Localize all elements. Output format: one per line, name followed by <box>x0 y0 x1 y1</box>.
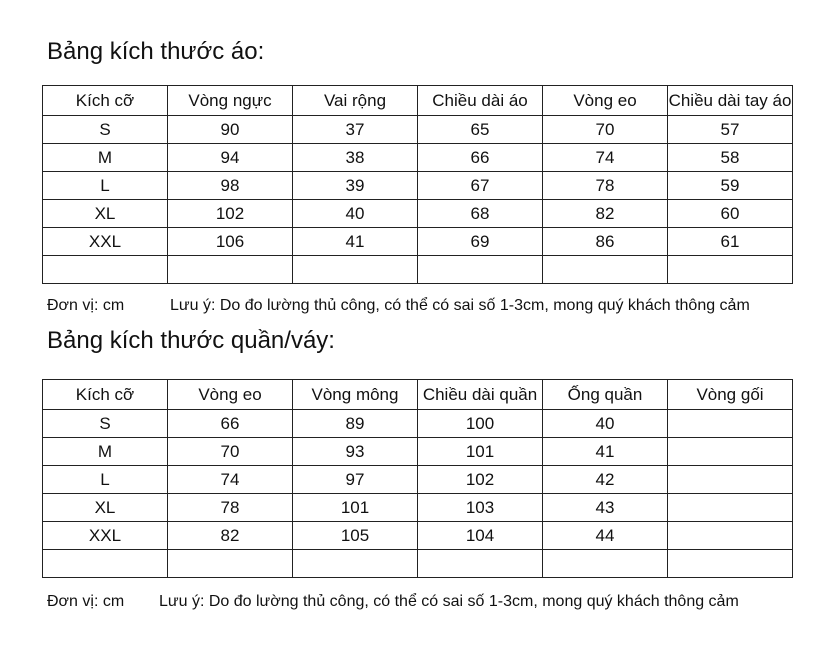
table-cell: 70 <box>543 116 668 144</box>
table-cell: 74 <box>543 144 668 172</box>
table-cell: 68 <box>418 200 543 228</box>
table-cell: 40 <box>543 410 668 438</box>
table-row <box>43 466 793 494</box>
table-cell: 39 <box>293 172 418 200</box>
table-cell <box>418 256 543 284</box>
table-cell: 59 <box>668 172 793 200</box>
table-cell <box>293 256 418 284</box>
table-cell: 103 <box>418 494 543 522</box>
header-leg-opening: Ống quần <box>543 380 668 410</box>
table-row <box>43 200 793 228</box>
table-cell: 102 <box>418 466 543 494</box>
table-cell: 43 <box>543 494 668 522</box>
table-row <box>43 228 793 256</box>
table-cell: 41 <box>543 438 668 466</box>
table-cell: 86 <box>543 228 668 256</box>
unit-label: Đơn vị: cm <box>47 593 125 610</box>
table-row <box>43 144 793 172</box>
shirt-size-table <box>42 85 793 284</box>
table-cell: M <box>43 144 168 172</box>
unit-label: Đơn vị: cm <box>47 297 125 314</box>
header-knee: Vòng gối <box>668 380 793 410</box>
table-row <box>43 522 793 550</box>
header-waist: Vòng eo <box>543 86 668 116</box>
table-cell: 40 <box>293 200 418 228</box>
measurement-note: Lưu ý: Do đo lường thủ công, có thể có sai số 1-3cm, mong quý khách thông cảm <box>170 297 750 314</box>
header-shoulder: Vai rộng <box>293 86 418 116</box>
table-cell <box>168 256 293 284</box>
table-row <box>43 438 793 466</box>
pants-size-note <box>47 592 739 612</box>
table-cell: 65 <box>418 116 543 144</box>
table-cell: L <box>43 466 168 494</box>
table-cell <box>168 550 293 578</box>
table-cell: XL <box>43 494 168 522</box>
table-row <box>43 116 793 144</box>
table-cell: 94 <box>168 144 293 172</box>
table-cell: 66 <box>168 410 293 438</box>
table-cell: L <box>43 172 168 200</box>
table-cell: 74 <box>168 466 293 494</box>
table-row <box>43 172 793 200</box>
header-sleeve-length: Chiều dài tay áo <box>668 86 793 116</box>
table-cell <box>543 256 668 284</box>
table-cell <box>668 256 793 284</box>
table-cell: XXL <box>43 522 168 550</box>
table-cell: 69 <box>418 228 543 256</box>
table-row-empty <box>43 550 793 578</box>
table-cell: 61 <box>668 228 793 256</box>
table-cell <box>43 550 168 578</box>
table-cell: 42 <box>543 466 668 494</box>
table-cell <box>668 410 793 438</box>
table-cell <box>668 550 793 578</box>
table-cell: 82 <box>543 200 668 228</box>
table-cell <box>293 550 418 578</box>
table-cell: 38 <box>293 144 418 172</box>
table-cell: 57 <box>668 116 793 144</box>
table-cell: 98 <box>168 172 293 200</box>
header-waist: Vòng eo <box>168 380 293 410</box>
table-cell: 102 <box>168 200 293 228</box>
table-cell: 89 <box>293 410 418 438</box>
table-row <box>43 410 793 438</box>
table-cell: 90 <box>168 116 293 144</box>
table-cell <box>668 522 793 550</box>
table-cell: 78 <box>543 172 668 200</box>
header-shirt-length: Chiều dài áo <box>418 86 543 116</box>
table-cell: 101 <box>418 438 543 466</box>
shirt-size-note <box>47 296 750 316</box>
table-cell: 97 <box>293 466 418 494</box>
table-cell: 100 <box>418 410 543 438</box>
table-cell: XXL <box>43 228 168 256</box>
table-row-empty <box>43 256 793 284</box>
table-cell <box>668 466 793 494</box>
table-cell: 106 <box>168 228 293 256</box>
table-cell <box>43 256 168 284</box>
table-cell <box>668 438 793 466</box>
pants-size-title: Bảng kích thước quần/váy: <box>47 327 335 354</box>
table-cell: M <box>43 438 168 466</box>
table-cell: 60 <box>668 200 793 228</box>
measurement-note: Lưu ý: Do đo lường thủ công, có thể có sai số 1-3cm, mong quý khách thông cảm <box>159 593 739 610</box>
table-cell: 82 <box>168 522 293 550</box>
table-cell: 58 <box>668 144 793 172</box>
table-cell <box>668 494 793 522</box>
table-cell: 66 <box>418 144 543 172</box>
table-cell <box>543 550 668 578</box>
table-row <box>43 494 793 522</box>
table-cell: 78 <box>168 494 293 522</box>
header-chest: Vòng ngực <box>168 86 293 116</box>
table-cell: 70 <box>168 438 293 466</box>
table-cell <box>418 550 543 578</box>
table-cell: 44 <box>543 522 668 550</box>
table-cell: S <box>43 116 168 144</box>
table-cell: 101 <box>293 494 418 522</box>
header-hip: Vòng mông <box>293 380 418 410</box>
table-cell: S <box>43 410 168 438</box>
header-size: Kích cỡ <box>43 86 168 116</box>
shirt-size-title: Bảng kích thước áo: <box>47 38 265 65</box>
table-cell: XL <box>43 200 168 228</box>
table-header-row <box>43 380 793 410</box>
table-cell: 104 <box>418 522 543 550</box>
header-size: Kích cỡ <box>43 380 168 410</box>
pants-size-table <box>42 379 793 578</box>
table-cell: 41 <box>293 228 418 256</box>
table-cell: 37 <box>293 116 418 144</box>
header-pants-length: Chiều dài quần <box>418 380 543 410</box>
table-cell: 67 <box>418 172 543 200</box>
table-header-row <box>43 86 793 116</box>
table-cell: 105 <box>293 522 418 550</box>
table-cell: 93 <box>293 438 418 466</box>
